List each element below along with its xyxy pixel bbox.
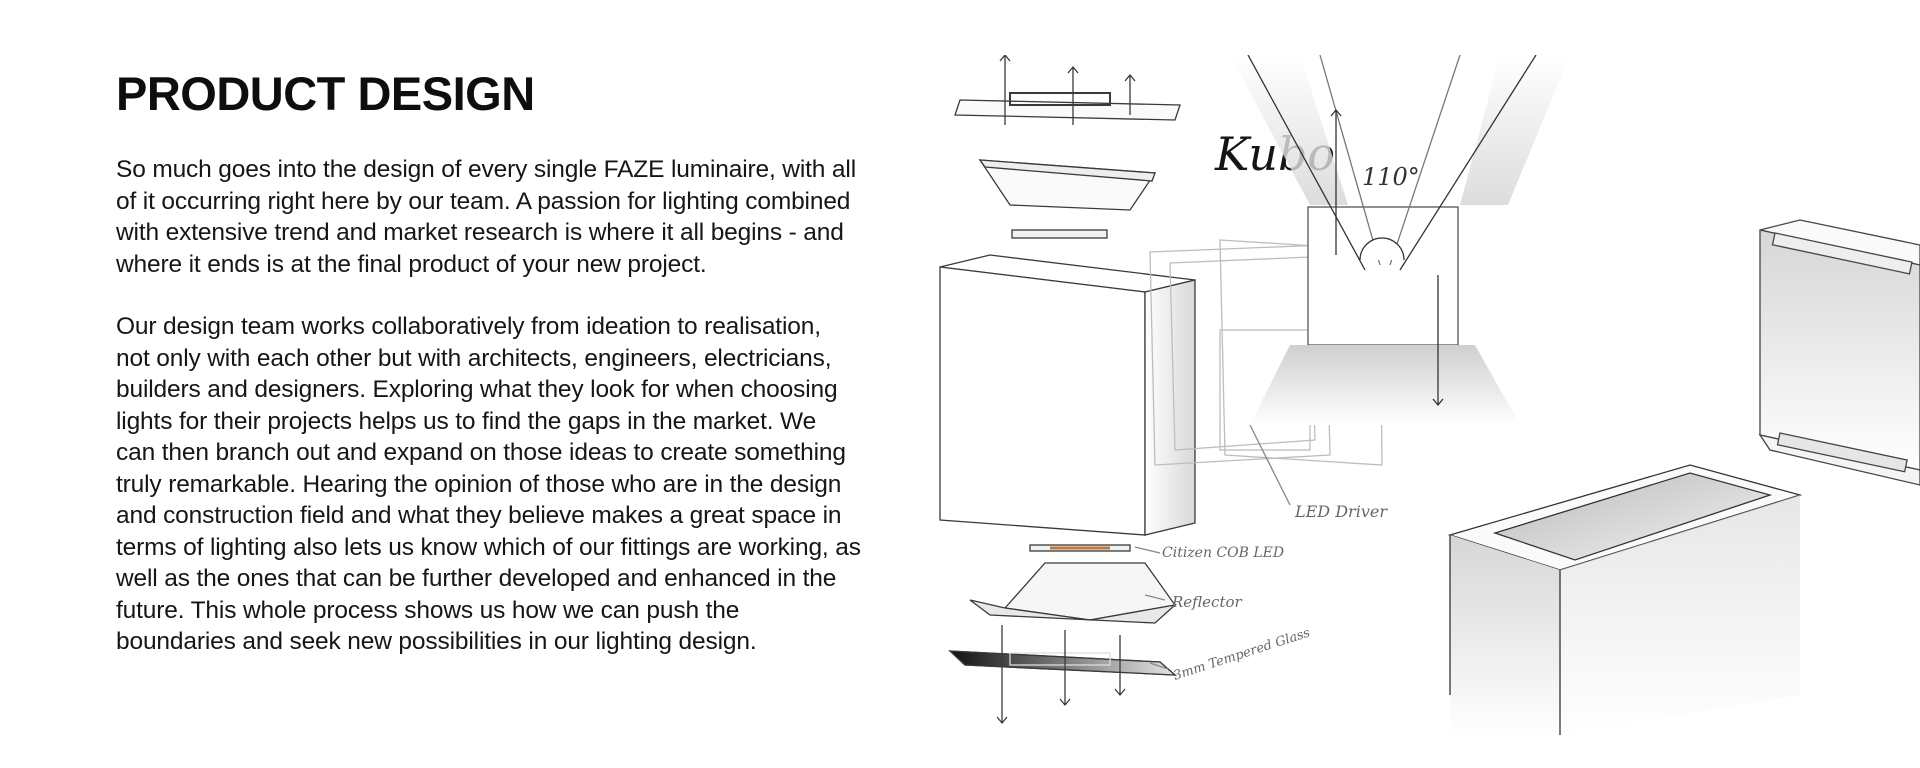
- label-tempered-glass: 3mm Tempered Glass: [1171, 625, 1313, 684]
- signature-text: Kubo: [1215, 127, 1336, 181]
- team-paragraph: Our design team works collaboratively from ideation to realisation, not only with each other but with architects, engineers, electricians, builders and designers. Exploring what they look for when choosing lights for their projects helps us to find the gaps in the market. We can then branch out and expand on those ideas to create something truly remarkable. Hearing the opinion of those who are in the design and construction field and what they believe makes a great space in terms of lighting also lets us know which of our fittings are working, as well as the ones that can be further developed and enhanced in the future. This whole process shows us how we can push the boundaries and seek new possibilities in our lighting design.: [116, 313, 861, 655]
- beam-angle-diagram: [1230, 55, 1570, 425]
- product-sketch-illustration: [930, 55, 1920, 735]
- beam-angle-label: 110°: [1362, 163, 1420, 191]
- wall-light-side-view: [1760, 220, 1920, 485]
- label-led-driver: LED Driver: [1295, 502, 1387, 521]
- label-citizen-cob: Citizen COB LED: [1162, 545, 1285, 561]
- lit-box-perspective: [1450, 465, 1800, 735]
- intro-paragraph: So much goes into the design of every single FAZE luminaire, with all of it occurring right here by our team. A passion for lighting combined with extensive trend and market research is where it all begins - and where it ends is at the final product of your new project.: [116, 156, 856, 278]
- label-reflector: Reflector: [1172, 593, 1242, 611]
- page-title: PRODUCT DESIGN: [116, 67, 535, 120]
- sketch-labels: [1162, 502, 1388, 684]
- text-column: [116, 67, 866, 658]
